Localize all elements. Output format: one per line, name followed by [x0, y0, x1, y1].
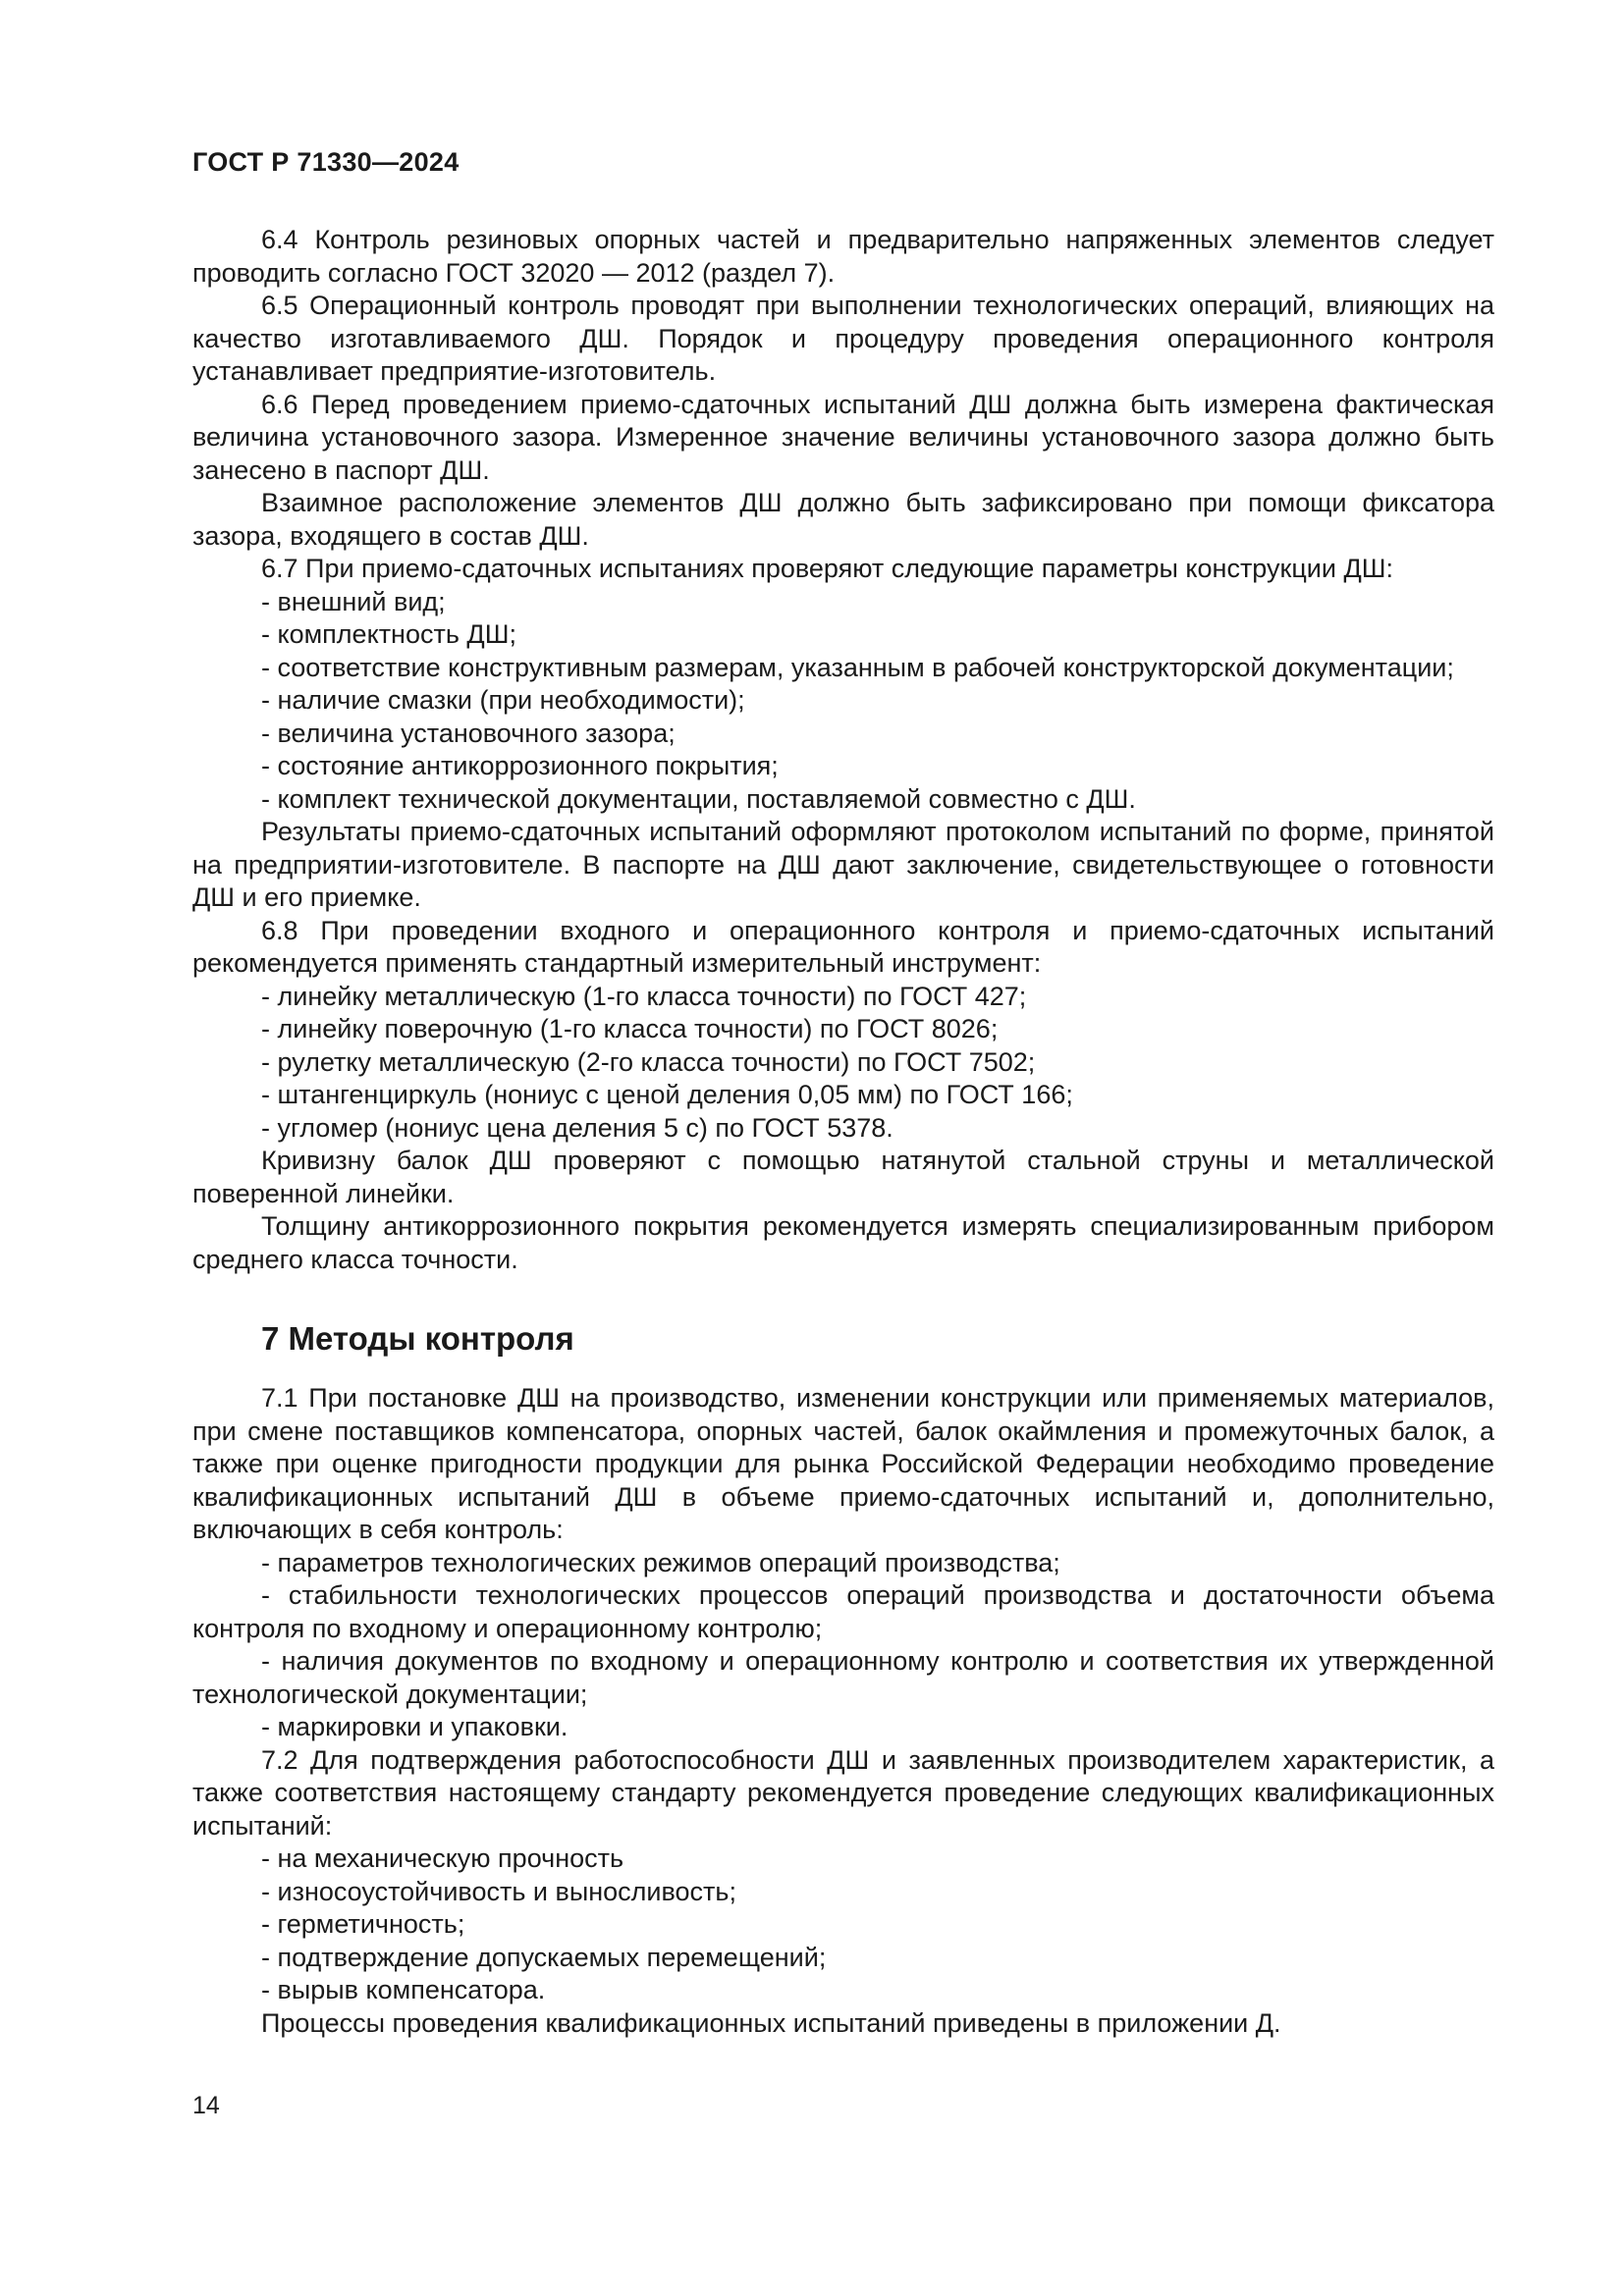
- list-item: - рулетку металлическую (2-го класса точности) по ГОСТ 7502;: [261, 1046, 1036, 1077]
- list-item: - стабильности технологических процессов операций производства и достаточности объема контроля по входному и операционному контролю;: [192, 1580, 1494, 1643]
- section-6-body: [192, 224, 1494, 1276]
- list-item: - состояние антикоррозионного покрытия;: [261, 751, 779, 780]
- list-item: - величина установочного зазора;: [261, 718, 676, 748]
- paragraph-7-1: 7.1 При постановке ДШ на производство, изменении конструкции или применяемых материалов, при смене поставщиков компенсатора, опорных частей, балок окаймления и промежуточных балок, а также при оценке пригодности продукции для рынка Российской Федерации необходимо проведение квалификационных испытаний ДШ в объеме приемо-сдаточных испытаний и, дополнительно, включающих в себя контроль:: [192, 1383, 1494, 1544]
- paragraph-6-7: 6.7 При приемо-сдаточных испытаниях проверяют следующие параметры конструкции ДШ:: [261, 554, 1393, 583]
- list-item: - комплектность ДШ;: [261, 619, 516, 649]
- paragraph-results: Результаты приемо-сдаточных испытаний оформляют протоколом испытаний по форме, принятой на предприятии-изготовителе. В паспорте на ДШ дают заключение, свидетельствующее о готовности ДШ и его приемке.: [192, 817, 1494, 912]
- paragraph-mutual-position: Взаимное расположение элементов ДШ должно быть зафиксировано при помощи фиксатора зазора, входящего в состав ДШ.: [192, 488, 1494, 551]
- paragraph-appendix-ref: Процессы проведения квалификационных испытаний приведены в приложении Д.: [261, 2007, 1281, 2038]
- paragraph-coating-thickness: Толщину антикоррозионного покрытия рекомендуется измерять специализированным прибором среднего класса точности.: [192, 1211, 1494, 1274]
- list-item: - износоустойчивость и выносливость;: [261, 1876, 736, 1906]
- list-item: - параметров технологических режимов операций производства;: [261, 1547, 1060, 1577]
- list-item: - наличие смазки (при необходимости);: [261, 685, 745, 715]
- list-item: - на механическую прочность: [261, 1843, 624, 1873]
- list-item: - наличия документов по входному и операционному контролю и соответствия их утвержденной технологической документации;: [192, 1646, 1494, 1709]
- list-item: - вырыв компенсатора.: [261, 1975, 546, 2004]
- list-item: - линейку металлическую (1-го класса точности) по ГОСТ 427;: [261, 981, 1027, 1011]
- list-item: - угломер (нониус цена деления 5 с) по ГОСТ 5378.: [261, 1112, 893, 1143]
- paragraph-6-6: 6.6 Перед проведением приемо-сдаточных испытаний ДШ должна быть измерена фактическая величина установочного зазора. Измеренное значение величины установочного зазора должно быть занесено в паспорт ДШ.: [192, 389, 1494, 485]
- list-item: - внешний вид;: [261, 586, 446, 616]
- paragraph-curvature: Кривизну балок ДШ проверяют с помощью натянутой стальной струны и металлической поверенной линейки.: [192, 1146, 1494, 1208]
- list-item: - герметичность;: [261, 1909, 465, 1939]
- page-content: [192, 224, 1494, 2040]
- list-item: - штангенциркуль (нониус с ценой деления 0,05 мм) по ГОСТ 166;: [261, 1080, 1073, 1109]
- document-code-header: ГОСТ Р 71330—2024: [192, 147, 460, 177]
- paragraph-6-5: 6.5 Операционный контроль проводят при выполнении технологических операций, влияющих на качество изготавливаемого ДШ. Порядок и процедуру проведения операционного контроля устанавливает предприятие-изготовитель.: [192, 291, 1494, 386]
- paragraph-6-8: 6.8 При проведении входного и операционного контроля и приемо-сдаточных испытаний рекомендуется применять стандартный измерительный инструмент:: [192, 915, 1494, 978]
- list-item: - подтверждение допускаемых перемещений;: [261, 1942, 827, 1972]
- section-7-title: 7 Методы контроля: [261, 1320, 574, 1357]
- list-item: - комплект технической документации, поставляемой совместно с ДШ.: [261, 783, 1136, 814]
- list-item: - линейку поверочную (1-го класса точности) по ГОСТ 8026;: [261, 1014, 999, 1043]
- paragraph-6-4: 6.4 Контроль резиновых опорных частей и предварительно напряженных элементов следует проводить согласно ГОСТ 32020 — 2012 (раздел 7).: [192, 225, 1494, 288]
- list-item: - соответствие конструктивным размерам, указанным в рабочей конструкторской документации;: [261, 652, 1454, 682]
- list-item: - маркировки и упаковки.: [261, 1712, 568, 1741]
- page-number: 14: [192, 2092, 220, 2119]
- paragraph-7-2: 7.2 Для подтверждения работоспособности ДШ и заявленных производителем характеристик, а также соответствия настоящему стандарту рекомендуется проведение следующих квалификационных испытаний:: [192, 1744, 1494, 1841]
- section-7-body: [192, 1382, 1494, 2040]
